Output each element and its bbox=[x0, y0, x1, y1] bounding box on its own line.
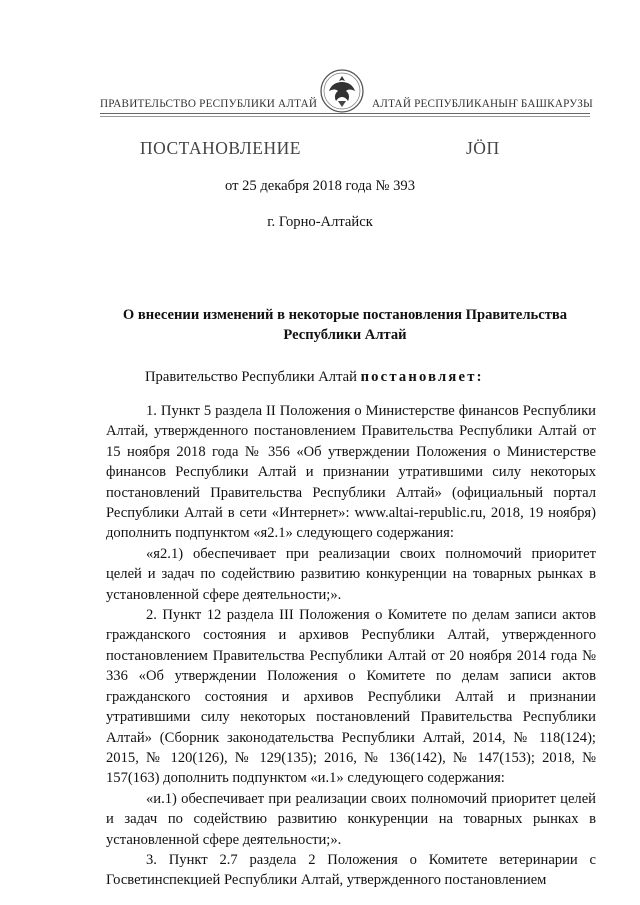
document-type: ПОСТАНОВЛЕНИЕ bbox=[140, 138, 301, 158]
preamble-text: Правительство Республики Алтай bbox=[145, 369, 361, 385]
preamble-verb: постановляет: bbox=[360, 369, 484, 385]
org-name-altai: АЛТАЙ РЕСПУБЛИКАНЫҤ БАШКАРУЗЫ bbox=[372, 98, 593, 110]
header-divider bbox=[100, 113, 590, 114]
document-title: О внесении изменений в некоторые постановления Правительства Республики Алтай bbox=[122, 307, 568, 343]
document-city: г. Горно-Алтайск bbox=[267, 214, 373, 230]
document-date-number: от 25 декабря 2018 года № 393 bbox=[224, 178, 416, 194]
paragraph-3: 3. Пункт 2.7 раздела 2 Положения о Комитете ветеринарии с Госветинспекцией Республики Алтай, утвержденного постановлением bbox=[106, 851, 596, 889]
document-body bbox=[106, 401, 596, 891]
preamble bbox=[145, 369, 484, 386]
paragraph-2-addition: «и.1) обеспечивает при реализации своих полномочий приоритет целей и задач по содействию развитию конкуренции на товарных рынках в установленной сфере деятельности;». bbox=[106, 790, 596, 848]
paragraph-1: 1. Пункт 5 раздела II Положения о Министерстве финансов Республики Алтай, утвержденного постановлением Правительства Республики Алтай от 15 ноября 2018 года № 356 «Об утверждении Положения о Министерстве финансов Республики Алтай и признании утратившими силу некоторых постановлений Правительства Республики Алтай» (официальный портал Республики Алтай в сети «Интернет»: www.altai-republic.ru, 2018, 19 ноября) дополнить подпунктом «я2.1» следующего содержания: bbox=[106, 403, 596, 542]
org-name-russian: ПРАВИТЕЛЬСТВО РЕСПУБЛИКИ АЛТАЙ bbox=[100, 98, 318, 110]
header-divider-secondary bbox=[100, 116, 590, 117]
document-type-altai: ЈӦП bbox=[466, 138, 500, 158]
paragraph-2: 2. Пункт 12 раздела III Положения о Комитете по делам записи актов гражданского состояния и архивов Республики Алтай, утвержденного постановлением Правительства Республики Алтай от 20 ноября 2014 года № 336 «Об утверждении Положения о Комитете по делам записи актов гражданского состояния и архивов Республики Алтай и признании утратившими силу некоторых постановлений Правительства Республики Алтай» (Сборник законодательства Республики Алтай, 2014, № 118(124); 2015, № 120(126), № 129(135); 2016, № 136(142), № 147(153); 2018, № 157(163) дополнить подпунктом «и.1» следующего содержания: bbox=[106, 607, 596, 787]
coat-of-arms-emblem bbox=[318, 66, 366, 114]
paragraph-1-addition: «я2.1) обеспечивает при реализации своих полномочий приоритет целей и задач по содействию развитию конкуренции на товарных рынках в установленной сфере деятельности;». bbox=[106, 545, 596, 603]
